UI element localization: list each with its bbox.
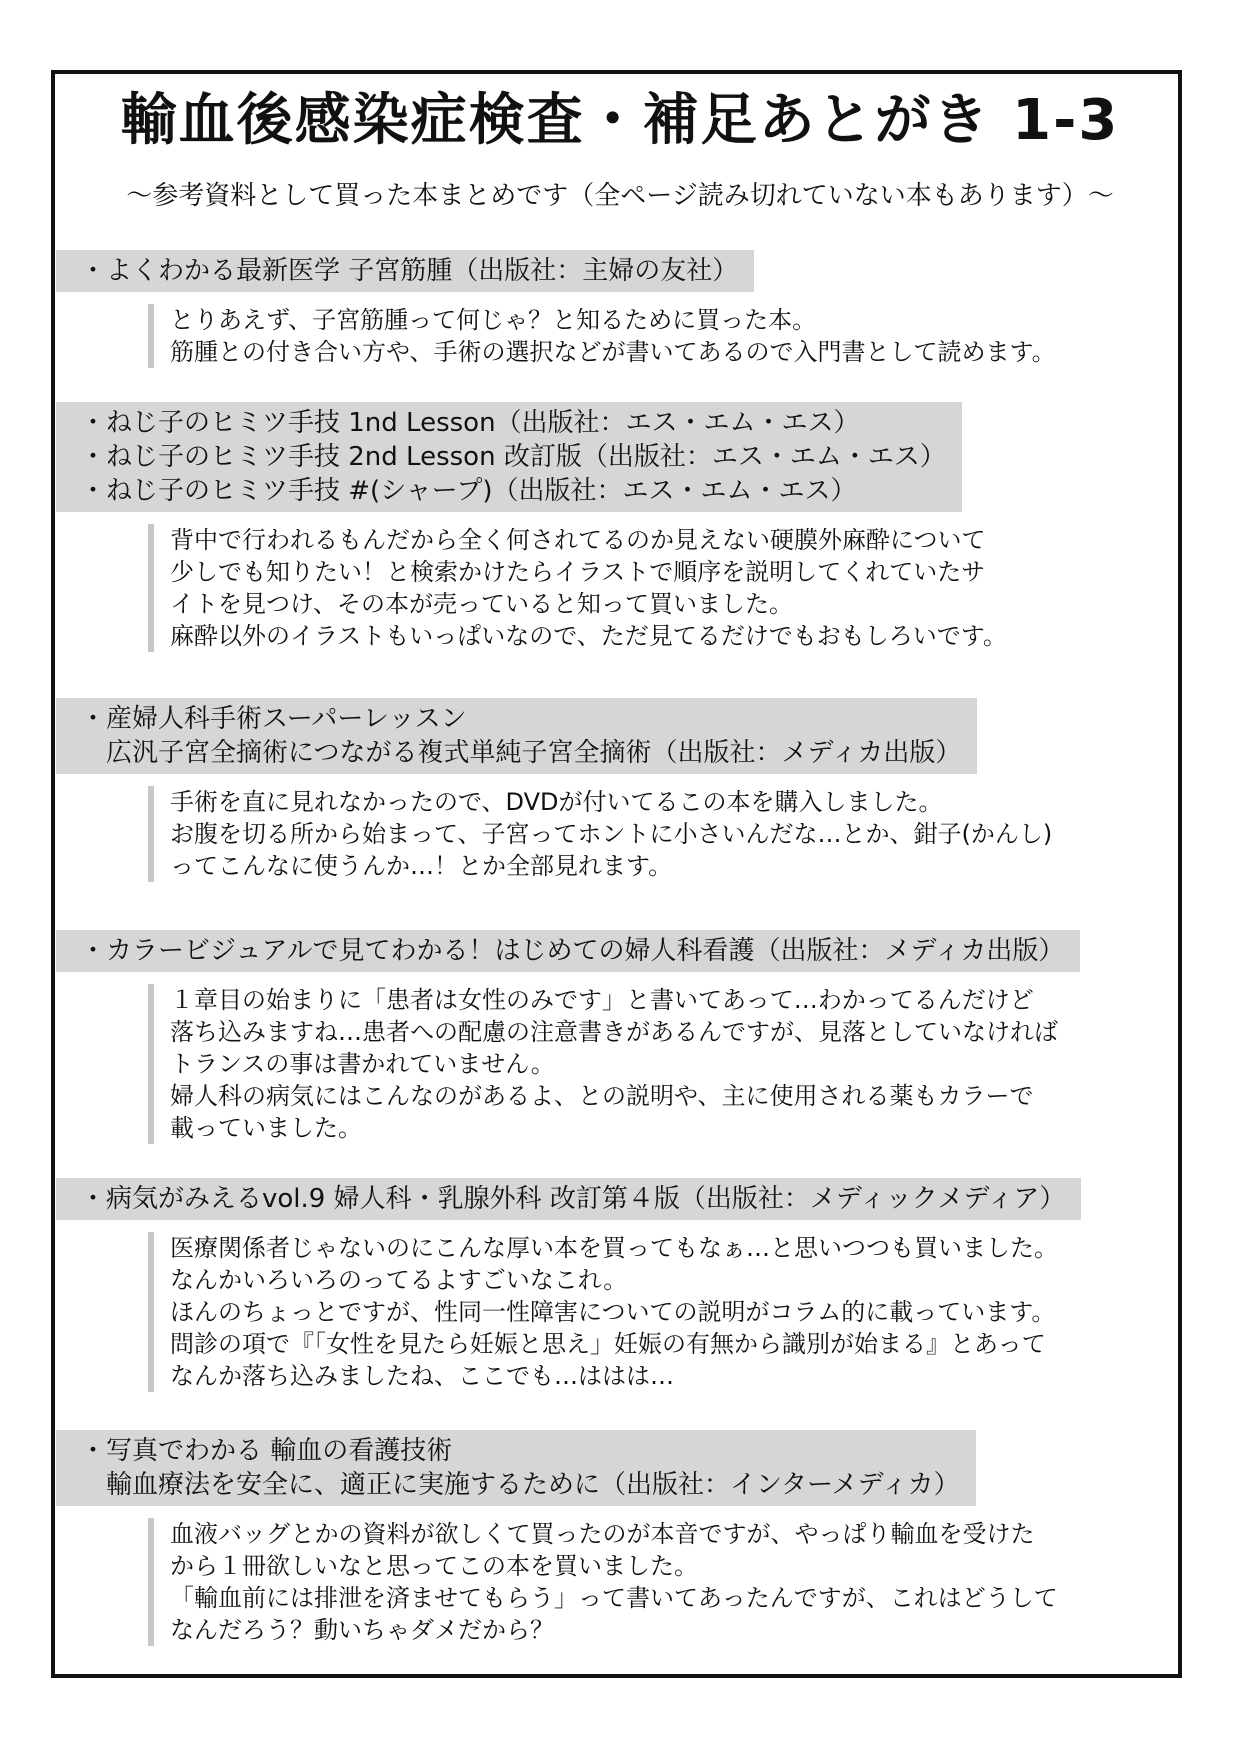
page-title: 輸血後感染症検査・補足あとがき 1-3 xyxy=(120,88,1120,153)
book-title-line: 輸血療法を安全に、適正に実施するために（出版社：インターメディカ） xyxy=(80,1470,960,1500)
comment-line: トランスの事は書かれていません。 xyxy=(170,1050,555,1078)
comment-line: お腹を切る所から始まって、子宮ってホントに小さいんだな…とか、鉗子(かんし) xyxy=(170,820,1053,848)
comment-line: なんだろう？動いちゃダメだから？ xyxy=(170,1616,554,1644)
book-comment xyxy=(148,524,1007,652)
comment-line: とりあえず、子宮筋腫って何じゃ？と知るために買った本。 xyxy=(170,306,817,334)
book-title-line: ・ねじ子のヒミツ手技 1nd Lesson（出版社：エス・エム・エス） xyxy=(80,408,860,438)
book-heading xyxy=(56,1178,1081,1220)
book-comment xyxy=(148,1518,1058,1646)
book-section xyxy=(56,402,1007,652)
comment-line: イトを見つけ、その本が売っていると知って買いました。 xyxy=(170,590,794,618)
book-comment xyxy=(148,786,1052,882)
comment-line: 婦人科の病気にはこんなのがあるよ、との説明や、主に使用される薬もカラーで xyxy=(170,1082,1034,1110)
book-heading xyxy=(56,250,754,292)
book-title-line: ・ねじ子のヒミツ手技 2nd Lesson 改訂版（出版社：エス・エム・エス） xyxy=(80,442,946,472)
comment-line: 少しでも知りたい！と検索かけたらイラストで順序を説明してくれていたサ xyxy=(170,558,986,586)
comment-line: ってこんなに使うんか…！とか全部見れます。 xyxy=(170,852,673,880)
book-section xyxy=(56,1178,1081,1392)
comment-line: 落ち込みますね…患者への配慮の注意書きがあるんですが、見落としていなければ xyxy=(170,1018,1058,1046)
comment-line: 手術を直に見れなかったので、DVDが付いてるこの本を購入しました。 xyxy=(170,788,943,816)
comment-line: から１冊欲しいなと思ってこの本を買いました。 xyxy=(170,1552,698,1580)
book-section xyxy=(56,250,1056,368)
comment-line: なんか落ち込みましたね、ここでも…ははは… xyxy=(170,1362,674,1390)
comment-line: 筋腫との付き合い方や、手術の選択などが書いてあるので入門書として読めます。 xyxy=(170,338,1056,366)
comment-line: 麻酔以外のイラストもいっぱいなので、ただ見てるだけでもおもしろいです。 xyxy=(170,622,1007,650)
book-title-line: ・病気がみえるvol.9 婦人科・乳腺外科 改訂第４版（出版社：メディックメディア） xyxy=(80,1184,1066,1214)
book-title-line: 広汎子宮全摘術につながる複式単純子宮全摘術（出版社：メディカ出版） xyxy=(80,738,962,768)
book-title-line: ・写真でわかる 輸血の看護技術 xyxy=(80,1436,453,1466)
book-title-line: ・産婦人科手術スーパーレッスン xyxy=(80,704,467,734)
book-section xyxy=(56,930,1080,1144)
book-comment xyxy=(148,1232,1081,1392)
book-heading xyxy=(56,1430,976,1506)
book-heading xyxy=(56,402,962,512)
book-title-line: ・ねじ子のヒミツ手技 #(シャープ)（出版社：エス・エム・エス） xyxy=(80,476,857,506)
book-section xyxy=(56,1430,1058,1646)
comment-line: 「輸血前には排泄を済ませてもらう」って書いてあったんですが、これはどうして xyxy=(170,1584,1058,1612)
book-heading xyxy=(56,698,977,774)
comment-line: なんかいろいろのってるよすごいなこれ。 xyxy=(170,1266,628,1294)
comment-line: 医療関係者じゃないのにこんな厚い本を買ってもなぁ…と思いつつも買いました。 xyxy=(170,1234,1058,1262)
book-section xyxy=(56,698,1052,882)
book-comment xyxy=(148,304,1056,368)
comment-line: 載っていました。 xyxy=(170,1114,362,1142)
comment-line: 血液バッグとかの資料が欲しくて買ったのが本音ですが、やっぱり輸血を受けた xyxy=(170,1520,1035,1548)
comment-line: １章目の始まりに「患者は女性のみです」と書いてあって…わかってるんだけど xyxy=(170,986,1034,1014)
book-heading xyxy=(56,930,1080,972)
page-subtitle: ～参考資料として買った本まとめです（全ページ読み切れていない本もあります）～ xyxy=(126,181,1114,211)
book-comment xyxy=(148,984,1080,1144)
comment-line: 背中で行われるもんだから全く何されてるのか見えない硬膜外麻酔について xyxy=(170,526,986,554)
comment-line: 問診の項で『「女性を見たら妊娠と思え」妊娠の有無から識別が始まる』とあって xyxy=(170,1330,1046,1358)
book-title-line: ・カラービジュアルで見てわかる！はじめての婦人科看護（出版社：メディカ出版） xyxy=(80,936,1065,966)
book-title-line: ・よくわかる最新医学 子宮筋腫（出版社：主婦の友社） xyxy=(80,256,739,286)
comment-line: ほんのちょっとですが、性同一性障害についての説明がコラム的に載っています。 xyxy=(170,1298,1056,1326)
